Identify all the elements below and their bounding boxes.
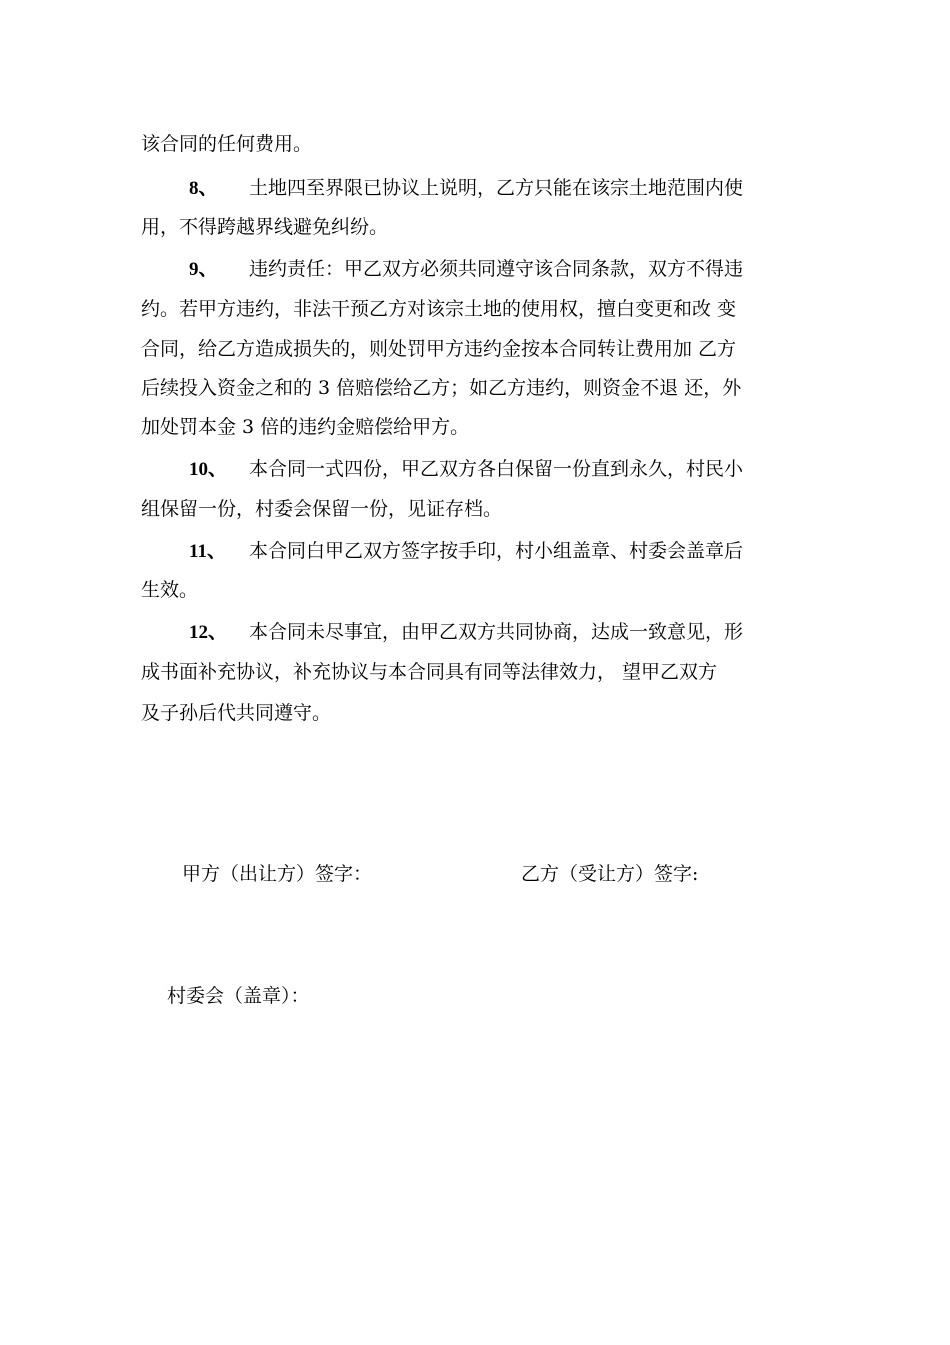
clause-9-line-1	[189, 258, 821, 280]
clause-8-line-1	[189, 177, 821, 199]
clause-9-line-3: 合同，给乙方造成损失的，则处罚甲方违约金按本合同转让费用加 乙方	[141, 338, 737, 360]
clause-10-number: 10、	[189, 459, 228, 480]
village-committee-seal-label: 村委会（盖章）：	[167, 985, 310, 1007]
clause-8-line-2: 用，不得跨越界线避免纠纷。	[141, 216, 389, 238]
clause-8-text-1: 土地四至界限已协议上说明，乙方只能在该宗土地范围内使	[249, 177, 744, 199]
continuation-line: 该合同的任何费用。	[141, 133, 313, 155]
party-b-signature-label: 乙方（受让方）签字:	[521, 863, 699, 885]
clause-12-line-1	[189, 621, 821, 643]
clause-11-line-2: 生效。	[141, 579, 199, 601]
clause-9-text-1: 违约责任：甲乙双方必须共同遵守该合同条款，双方不得违	[249, 258, 744, 280]
clause-12-line-2: 成书面补充协议，补充协议与本合同具有同等法律效力， 望甲乙双方	[141, 661, 718, 683]
clause-11-text-1: 本合同白甲乙双方签字按手印，村小组盖章、村委会盖章后	[249, 540, 744, 562]
clause-10-line-2: 组保留一份，村委会保留一份，见证存档。	[141, 498, 503, 520]
clause-9-number: 9、	[189, 259, 218, 280]
clause-12-line-3: 及子孙后代共同遵守。	[141, 702, 332, 724]
party-a-signature-label: 甲方（出让方）签字：	[182, 863, 373, 885]
clause-12-text-1: 本合同未尽事宜，由甲乙双方共同协商，达成一致意见，形	[249, 621, 744, 643]
clause-9-line-5: 加处罚本金 3 倍的违约金赔偿给甲方。	[141, 416, 470, 438]
clause-11-number: 11、	[189, 541, 226, 562]
clause-8-number: 8、	[189, 178, 218, 199]
clause-10-text-1: 本合同一式四份，甲乙双方各白保留一份直到永久，村民小	[249, 458, 744, 480]
clause-11-line-1	[189, 540, 821, 562]
clause-12-number: 12、	[189, 622, 228, 643]
clause-9-line-4: 后续投入资金之和的 3 倍赔偿给乙方；如乙方违约，则资金不退 还，外	[141, 377, 742, 399]
clause-10-line-1	[189, 458, 821, 480]
clause-9-line-2: 约。若甲方违约，非法干预乙方对该宗土地的使用权，擅白变更和改 变	[141, 298, 737, 320]
